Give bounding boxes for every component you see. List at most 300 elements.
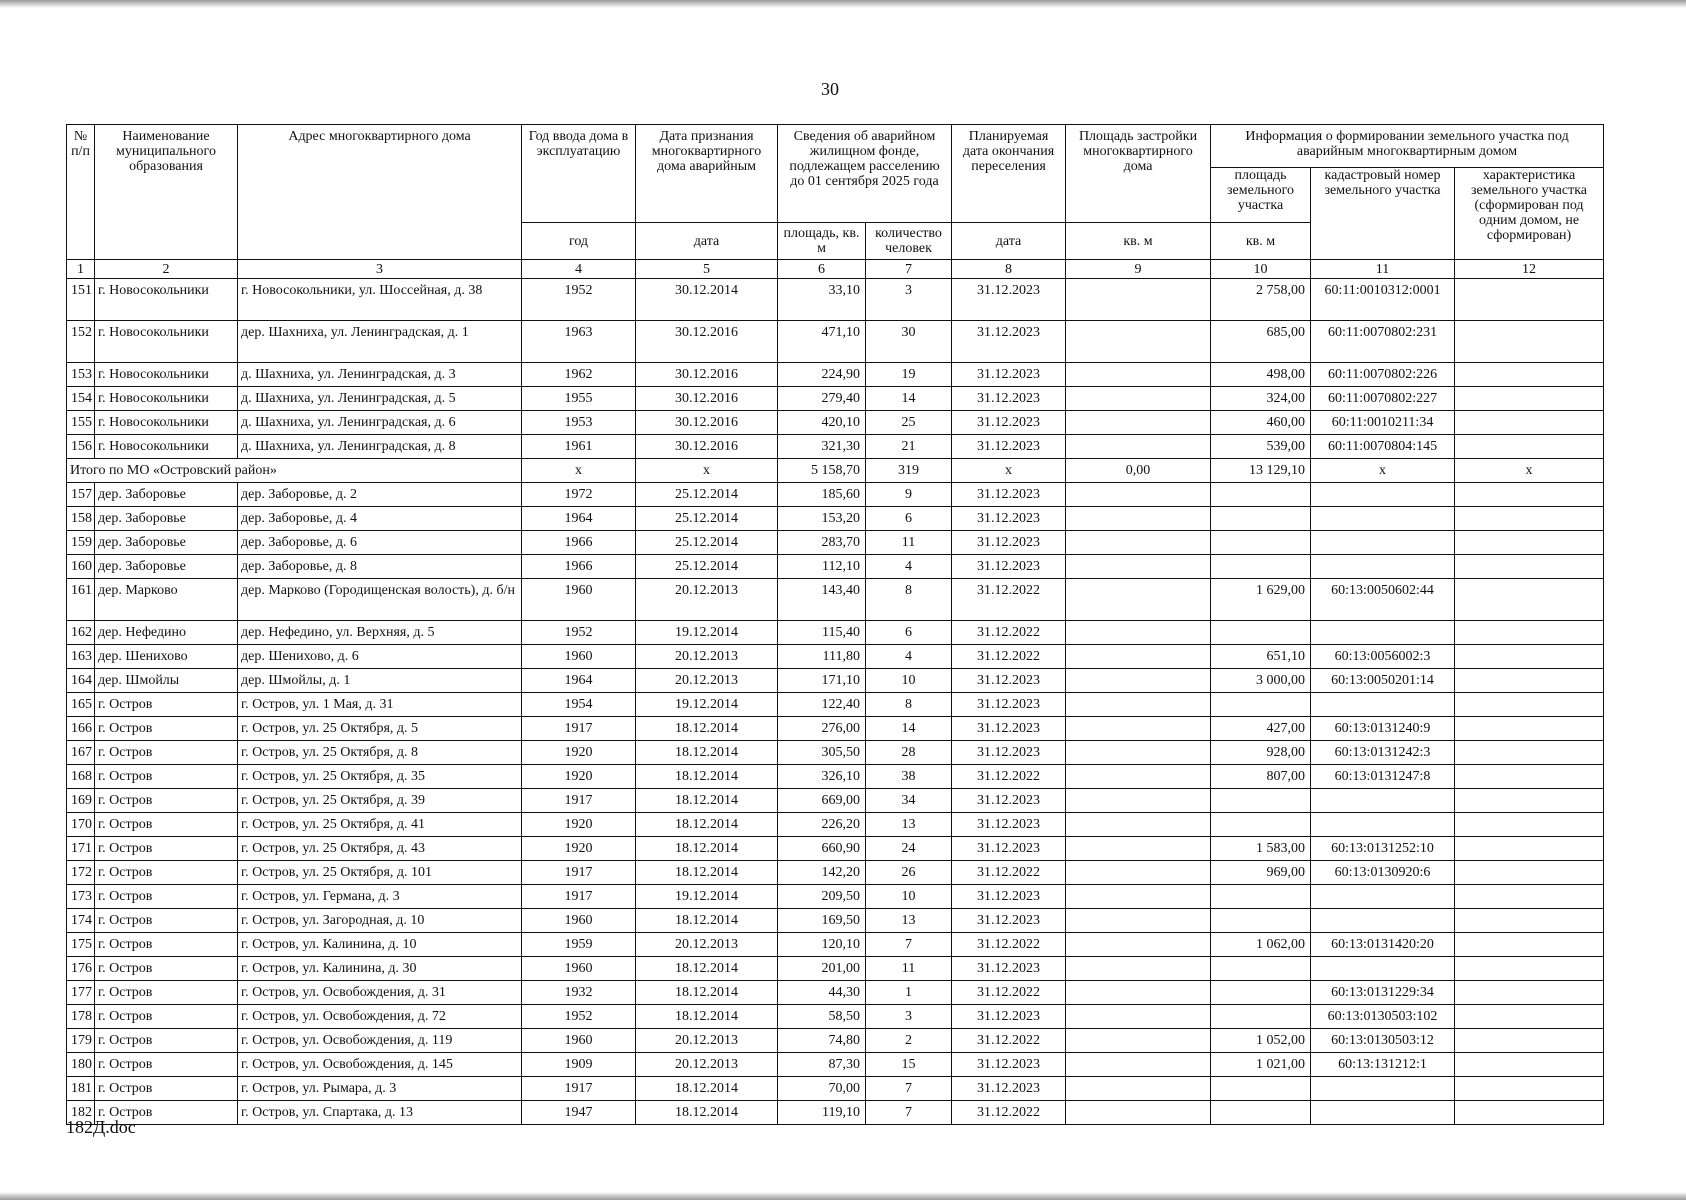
table-row xyxy=(67,861,1604,885)
cell-land-area: 460,00 xyxy=(1211,411,1311,435)
cell-characteristic xyxy=(1455,1077,1604,1101)
cell-address: г. Остров, ул. Германа, д. 3 xyxy=(238,885,522,909)
cell-people: 3 xyxy=(866,279,952,321)
cell-characteristic xyxy=(1455,717,1604,741)
cell-municipality: г. Остров xyxy=(95,1053,238,1077)
cell-characteristic xyxy=(1455,1029,1604,1053)
cell-built-area xyxy=(1066,909,1211,933)
cell-built-area xyxy=(1066,933,1211,957)
cell-municipality: г. Остров xyxy=(95,693,238,717)
cell-row-number: 172 xyxy=(67,861,95,885)
cell-cadastral-number xyxy=(1311,531,1455,555)
cell-cadastral-number: 60:11:0070802:227 xyxy=(1311,387,1455,411)
cell-characteristic xyxy=(1455,885,1604,909)
cell-characteristic xyxy=(1455,813,1604,837)
cell-cadastral-number: 60:11:0010312:0001 xyxy=(1311,279,1455,321)
column-number: 3 xyxy=(238,260,522,279)
cell-land-area xyxy=(1211,813,1311,837)
cell-year: 1920 xyxy=(522,741,636,765)
cell-area: 58,50 xyxy=(778,1005,866,1029)
housing-register-table xyxy=(66,124,1604,1125)
cell-cadastral-number xyxy=(1311,693,1455,717)
unit-area: площадь, кв. м xyxy=(778,223,866,260)
cell-planned-date: 31.12.2023 xyxy=(952,531,1066,555)
cell-people: 11 xyxy=(866,531,952,555)
cell-planned-date: 31.12.2023 xyxy=(952,387,1066,411)
cell-recognition-date: 19.12.2014 xyxy=(636,885,778,909)
cell-recognition-date: 30.12.2016 xyxy=(636,435,778,459)
cell-municipality: г. Остров xyxy=(95,765,238,789)
cell-municipality: г. Остров xyxy=(95,837,238,861)
cell-planned-date: 31.12.2023 xyxy=(952,885,1066,909)
cell-cadastral-number xyxy=(1311,621,1455,645)
table-row xyxy=(67,837,1604,861)
cell-address: г. Остров, ул. 25 Октября, д. 43 xyxy=(238,837,522,861)
cell-area: 185,60 xyxy=(778,483,866,507)
cell-characteristic xyxy=(1455,1101,1604,1125)
table-row xyxy=(67,1029,1604,1053)
cell-municipality: г. Остров xyxy=(95,861,238,885)
cell-municipality: г. Новосокольники xyxy=(95,411,238,435)
cell-area: 224,90 xyxy=(778,363,866,387)
header-address: Адрес многоквартирного дома xyxy=(238,125,522,260)
cell-built-area xyxy=(1066,507,1211,531)
cell-address: г. Остров, ул. 25 Октября, д. 101 xyxy=(238,861,522,885)
table-row xyxy=(67,579,1604,621)
cell-recognition-date: 30.12.2016 xyxy=(636,363,778,387)
table-row xyxy=(67,741,1604,765)
cell-planned-date: 31.12.2023 xyxy=(952,1053,1066,1077)
cell-people: 28 xyxy=(866,741,952,765)
cell-year: 1960 xyxy=(522,579,636,621)
cell-built-area xyxy=(1066,363,1211,387)
cell-year: 1966 xyxy=(522,531,636,555)
cell-built-area xyxy=(1066,555,1211,579)
cell-area: 115,40 xyxy=(778,621,866,645)
table-row xyxy=(67,387,1604,411)
cell-cadastral-number: 60:13:0131229:34 xyxy=(1311,981,1455,1005)
cell-land-area: 2 758,00 xyxy=(1211,279,1311,321)
cell-cadastral-number: 60:11:0070802:231 xyxy=(1311,321,1455,363)
cell-characteristic xyxy=(1455,387,1604,411)
cell-cadastral-number: 60:11:0010211:34 xyxy=(1311,411,1455,435)
cell-address: г. Остров, ул. 25 Октября, д. 8 xyxy=(238,741,522,765)
cell-people: 6 xyxy=(866,621,952,645)
cell-land-area: 807,00 xyxy=(1211,765,1311,789)
cell-cadastral-number: 60:13:0056002:3 xyxy=(1311,645,1455,669)
cell-people: 7 xyxy=(866,1101,952,1125)
cell-characteristic xyxy=(1455,693,1604,717)
cell-recognition-date: 30.12.2016 xyxy=(636,411,778,435)
subtotal-year: x xyxy=(522,459,636,483)
cell-recognition-date: 18.12.2014 xyxy=(636,789,778,813)
cell-people: 26 xyxy=(866,861,952,885)
cell-area: 276,00 xyxy=(778,717,866,741)
cell-planned-date: 31.12.2023 xyxy=(952,555,1066,579)
cell-address: д. Шахниха, ул. Ленинградская, д. 8 xyxy=(238,435,522,459)
cell-characteristic xyxy=(1455,321,1604,363)
table-row xyxy=(67,555,1604,579)
table-row xyxy=(67,765,1604,789)
cell-planned-date: 31.12.2023 xyxy=(952,813,1066,837)
cell-address: г. Остров, ул. 25 Октября, д. 41 xyxy=(238,813,522,837)
cell-recognition-date: 18.12.2014 xyxy=(636,1101,778,1125)
header-built-area: Площадь застройки многоквартирного дома xyxy=(1066,125,1211,223)
cell-land-area xyxy=(1211,693,1311,717)
cell-address: г. Остров, ул. Освобождения, д. 119 xyxy=(238,1029,522,1053)
cell-row-number: 165 xyxy=(67,693,95,717)
table-row xyxy=(67,411,1604,435)
cell-address: г. Остров, ул. Рымара, д. 3 xyxy=(238,1077,522,1101)
cell-area: 142,20 xyxy=(778,861,866,885)
cell-planned-date: 31.12.2022 xyxy=(952,981,1066,1005)
column-number: 7 xyxy=(866,260,952,279)
cell-recognition-date: 25.12.2014 xyxy=(636,507,778,531)
table-row xyxy=(67,279,1604,321)
cell-year: 1952 xyxy=(522,279,636,321)
cell-planned-date: 31.12.2023 xyxy=(952,411,1066,435)
column-number: 5 xyxy=(636,260,778,279)
cell-row-number: 158 xyxy=(67,507,95,531)
cell-built-area xyxy=(1066,387,1211,411)
cell-year: 1917 xyxy=(522,861,636,885)
table-row xyxy=(67,813,1604,837)
cell-planned-date: 31.12.2023 xyxy=(952,507,1066,531)
cell-people: 11 xyxy=(866,957,952,981)
cell-planned-date: 31.12.2022 xyxy=(952,579,1066,621)
cell-recognition-date: 18.12.2014 xyxy=(636,1077,778,1101)
cell-municipality: г. Остров xyxy=(95,885,238,909)
column-number: 8 xyxy=(952,260,1066,279)
cell-land-area xyxy=(1211,1077,1311,1101)
cell-planned-date: 31.12.2023 xyxy=(952,909,1066,933)
cell-address: г. Остров, ул. Освобождения, д. 31 xyxy=(238,981,522,1005)
cell-row-number: 153 xyxy=(67,363,95,387)
cell-characteristic xyxy=(1455,933,1604,957)
cell-planned-date: 31.12.2023 xyxy=(952,741,1066,765)
header-land-area: площадь земельного участка xyxy=(1211,168,1311,223)
cell-year: 1917 xyxy=(522,717,636,741)
table-row xyxy=(67,1077,1604,1101)
cell-people: 14 xyxy=(866,717,952,741)
table-row xyxy=(67,1053,1604,1077)
cell-people: 25 xyxy=(866,411,952,435)
cell-people: 13 xyxy=(866,909,952,933)
cell-cadastral-number xyxy=(1311,507,1455,531)
cell-area: 669,00 xyxy=(778,789,866,813)
cell-address: дер. Заборовье, д. 8 xyxy=(238,555,522,579)
cell-recognition-date: 25.12.2014 xyxy=(636,531,778,555)
cell-address: г. Остров, ул. Освобождения, д. 145 xyxy=(238,1053,522,1077)
column-number: 12 xyxy=(1455,260,1604,279)
cell-row-number: 171 xyxy=(67,837,95,861)
cell-address: д. Шахниха, ул. Ленинградская, д. 3 xyxy=(238,363,522,387)
cell-people: 1 xyxy=(866,981,952,1005)
table-row xyxy=(67,435,1604,459)
cell-address: дер. Заборовье, д. 2 xyxy=(238,483,522,507)
table-row xyxy=(67,1005,1604,1029)
cell-land-area xyxy=(1211,1005,1311,1029)
cell-built-area xyxy=(1066,861,1211,885)
cell-year: 1964 xyxy=(522,507,636,531)
subtotal-label: Итого по МО «Островский район» xyxy=(67,459,522,483)
cell-cadastral-number: 60:13:0050602:44 xyxy=(1311,579,1455,621)
table-row xyxy=(67,507,1604,531)
cell-planned-date: 31.12.2023 xyxy=(952,363,1066,387)
cell-municipality: г. Остров xyxy=(95,813,238,837)
cell-cadastral-number: 60:13:0130503:12 xyxy=(1311,1029,1455,1053)
table-row xyxy=(67,981,1604,1005)
table-row xyxy=(67,531,1604,555)
cell-land-area: 324,00 xyxy=(1211,387,1311,411)
cell-cadastral-number: 60:13:131212:1 xyxy=(1311,1053,1455,1077)
cell-characteristic xyxy=(1455,645,1604,669)
subtotal-section xyxy=(67,459,1604,483)
subtotal-people: 319 xyxy=(866,459,952,483)
cell-year: 1917 xyxy=(522,1077,636,1101)
cell-area: 44,30 xyxy=(778,981,866,1005)
cell-land-area: 1 052,00 xyxy=(1211,1029,1311,1053)
table-row xyxy=(67,717,1604,741)
cell-land-area xyxy=(1211,1101,1311,1125)
cell-row-number: 156 xyxy=(67,435,95,459)
cell-municipality: г. Новосокольники xyxy=(95,321,238,363)
cell-row-number: 180 xyxy=(67,1053,95,1077)
cell-address: д. Шахниха, ул. Ленинградская, д. 6 xyxy=(238,411,522,435)
cell-area: 119,10 xyxy=(778,1101,866,1125)
table-row xyxy=(67,693,1604,717)
cell-characteristic xyxy=(1455,837,1604,861)
cell-cadastral-number: 60:13:0130503:102 xyxy=(1311,1005,1455,1029)
subtotal-planned: x xyxy=(952,459,1066,483)
cell-area: 153,20 xyxy=(778,507,866,531)
cell-characteristic xyxy=(1455,957,1604,981)
cell-people: 8 xyxy=(866,693,952,717)
cell-people: 4 xyxy=(866,555,952,579)
cell-cadastral-number xyxy=(1311,789,1455,813)
subtotal-area: 5 158,70 xyxy=(778,459,866,483)
cell-land-area xyxy=(1211,789,1311,813)
table-row xyxy=(67,483,1604,507)
cell-planned-date: 31.12.2023 xyxy=(952,321,1066,363)
cell-row-number: 176 xyxy=(67,957,95,981)
cell-area: 143,40 xyxy=(778,579,866,621)
cell-year: 1952 xyxy=(522,1005,636,1029)
cell-row-number: 162 xyxy=(67,621,95,645)
cell-built-area xyxy=(1066,1101,1211,1125)
column-number: 2 xyxy=(95,260,238,279)
cell-row-number: 174 xyxy=(67,909,95,933)
cell-row-number: 181 xyxy=(67,1077,95,1101)
cell-cadastral-number xyxy=(1311,555,1455,579)
cell-built-area xyxy=(1066,279,1211,321)
cell-cadastral-number: 60:13:0131242:3 xyxy=(1311,741,1455,765)
cell-area: 226,20 xyxy=(778,813,866,837)
cell-planned-date: 31.12.2022 xyxy=(952,765,1066,789)
cell-row-number: 163 xyxy=(67,645,95,669)
cell-recognition-date: 30.12.2016 xyxy=(636,321,778,363)
subtotal-cadastral: x xyxy=(1311,459,1455,483)
cell-area: 279,40 xyxy=(778,387,866,411)
table-body-part-b xyxy=(67,483,1604,1125)
cell-characteristic xyxy=(1455,579,1604,621)
cell-address: г. Остров, ул. 25 Октября, д. 5 xyxy=(238,717,522,741)
cell-recognition-date: 18.12.2014 xyxy=(636,957,778,981)
cell-built-area xyxy=(1066,1077,1211,1101)
cell-recognition-date: 18.12.2014 xyxy=(636,837,778,861)
cell-area: 70,00 xyxy=(778,1077,866,1101)
subtotal-date: x xyxy=(636,459,778,483)
cell-area: 283,70 xyxy=(778,531,866,555)
cell-recognition-date: 18.12.2014 xyxy=(636,813,778,837)
header-land-info: Информация о формировании земельного участка под аварийным многоквартирным домом xyxy=(1211,125,1604,168)
header-emergency-fund: Сведения об аварийном жилищном фонде, подлежащем расселению до 01 сентября 2025 года xyxy=(778,125,952,223)
cell-cadastral-number xyxy=(1311,885,1455,909)
cell-area: 201,00 xyxy=(778,957,866,981)
cell-built-area xyxy=(1066,669,1211,693)
cell-built-area xyxy=(1066,765,1211,789)
cell-planned-date: 31.12.2023 xyxy=(952,279,1066,321)
column-number: 10 xyxy=(1211,260,1311,279)
cell-people: 10 xyxy=(866,669,952,693)
cell-municipality: дер. Заборовье xyxy=(95,507,238,531)
cell-built-area xyxy=(1066,1029,1211,1053)
cell-row-number: 161 xyxy=(67,579,95,621)
cell-built-area xyxy=(1066,1005,1211,1029)
cell-cadastral-number: 60:13:0131247:8 xyxy=(1311,765,1455,789)
cell-characteristic xyxy=(1455,621,1604,645)
header-characteristic: характеристика земельного участка (сформирован под одним домом, не сформирован) xyxy=(1455,168,1604,260)
subtotal-land-area: 13 129,10 xyxy=(1211,459,1311,483)
cell-characteristic xyxy=(1455,363,1604,387)
cell-cadastral-number: 60:13:0050201:14 xyxy=(1311,669,1455,693)
cell-land-area xyxy=(1211,909,1311,933)
cell-municipality: г. Остров xyxy=(95,909,238,933)
cell-municipality: г. Остров xyxy=(95,1005,238,1029)
cell-planned-date: 31.12.2023 xyxy=(952,789,1066,813)
cell-people: 13 xyxy=(866,813,952,837)
cell-characteristic xyxy=(1455,909,1604,933)
cell-cadastral-number: 60:13:0131240:9 xyxy=(1311,717,1455,741)
subtotal-characteristic: x xyxy=(1455,459,1604,483)
cell-address: г. Остров, ул. 25 Октября, д. 35 xyxy=(238,765,522,789)
cell-planned-date: 31.12.2023 xyxy=(952,1005,1066,1029)
cell-characteristic xyxy=(1455,765,1604,789)
cell-row-number: 170 xyxy=(67,813,95,837)
cell-characteristic xyxy=(1455,279,1604,321)
table-row xyxy=(67,957,1604,981)
cell-built-area xyxy=(1066,435,1211,459)
cell-built-area xyxy=(1066,693,1211,717)
cell-address: дер. Шенихово, д. 6 xyxy=(238,645,522,669)
cell-planned-date: 31.12.2022 xyxy=(952,621,1066,645)
cell-year: 1909 xyxy=(522,1053,636,1077)
cell-municipality: дер. Нефедино xyxy=(95,621,238,645)
cell-land-area: 539,00 xyxy=(1211,435,1311,459)
cell-characteristic xyxy=(1455,1005,1604,1029)
cell-planned-date: 31.12.2023 xyxy=(952,483,1066,507)
cell-recognition-date: 18.12.2014 xyxy=(636,765,778,789)
cell-people: 8 xyxy=(866,579,952,621)
cell-people: 10 xyxy=(866,885,952,909)
cell-recognition-date: 20.12.2013 xyxy=(636,669,778,693)
cell-year: 1960 xyxy=(522,909,636,933)
cell-characteristic xyxy=(1455,741,1604,765)
column-number: 6 xyxy=(778,260,866,279)
cell-land-area: 498,00 xyxy=(1211,363,1311,387)
cell-recognition-date: 18.12.2014 xyxy=(636,1005,778,1029)
cell-recognition-date: 20.12.2013 xyxy=(636,645,778,669)
cell-people: 7 xyxy=(866,933,952,957)
cell-address: г. Остров, ул. Калинина, д. 30 xyxy=(238,957,522,981)
subtotal-built-area: 0,00 xyxy=(1066,459,1211,483)
cell-area: 209,50 xyxy=(778,885,866,909)
cell-area: 111,80 xyxy=(778,645,866,669)
cell-year: 1947 xyxy=(522,1101,636,1125)
cell-recognition-date: 20.12.2013 xyxy=(636,1029,778,1053)
cell-land-area: 969,00 xyxy=(1211,861,1311,885)
cell-recognition-date: 18.12.2014 xyxy=(636,717,778,741)
header-planned-date: Планируемая дата окончания переселения xyxy=(952,125,1066,223)
cell-planned-date: 31.12.2023 xyxy=(952,717,1066,741)
cell-municipality: дер. Шмойлы xyxy=(95,669,238,693)
cell-year: 1917 xyxy=(522,885,636,909)
cell-area: 420,10 xyxy=(778,411,866,435)
cell-built-area xyxy=(1066,579,1211,621)
cell-row-number: 154 xyxy=(67,387,95,411)
cell-planned-date: 31.12.2022 xyxy=(952,933,1066,957)
cell-recognition-date: 18.12.2014 xyxy=(636,861,778,885)
cell-row-number: 168 xyxy=(67,765,95,789)
cell-year: 1953 xyxy=(522,411,636,435)
cell-characteristic xyxy=(1455,789,1604,813)
cell-row-number: 182 xyxy=(67,1101,95,1125)
cell-cadastral-number: 60:11:0070802:226 xyxy=(1311,363,1455,387)
cell-municipality: г. Новосокольники xyxy=(95,387,238,411)
cell-characteristic xyxy=(1455,483,1604,507)
cell-row-number: 155 xyxy=(67,411,95,435)
cell-year: 1954 xyxy=(522,693,636,717)
cell-land-area: 1 629,00 xyxy=(1211,579,1311,621)
cell-land-area xyxy=(1211,507,1311,531)
cell-people: 2 xyxy=(866,1029,952,1053)
cell-built-area xyxy=(1066,813,1211,837)
table-row xyxy=(67,1101,1604,1125)
cell-municipality: г. Новосокольники xyxy=(95,279,238,321)
cell-year: 1960 xyxy=(522,1029,636,1053)
cell-row-number: 167 xyxy=(67,741,95,765)
cell-built-area xyxy=(1066,717,1211,741)
cell-characteristic xyxy=(1455,669,1604,693)
document-filename: 182Д.doc xyxy=(66,1117,136,1137)
cell-people: 4 xyxy=(866,645,952,669)
cell-row-number: 175 xyxy=(67,933,95,957)
cell-people: 34 xyxy=(866,789,952,813)
header-municipality: Наименование муниципального образования xyxy=(95,125,238,260)
cell-recognition-date: 18.12.2014 xyxy=(636,741,778,765)
table-row xyxy=(67,645,1604,669)
cell-address: дер. Марково (Городищенская волость), д. б/н xyxy=(238,579,522,621)
cell-people: 19 xyxy=(866,363,952,387)
column-number-row xyxy=(67,260,1604,279)
table-row xyxy=(67,789,1604,813)
column-number: 9 xyxy=(1066,260,1211,279)
cell-built-area xyxy=(1066,957,1211,981)
cell-cadastral-number: 60:11:0070804:145 xyxy=(1311,435,1455,459)
cell-address: г. Остров, ул. Загородная, д. 10 xyxy=(238,909,522,933)
cell-recognition-date: 25.12.2014 xyxy=(636,555,778,579)
unit-land-sqm: кв. м xyxy=(1211,223,1311,260)
